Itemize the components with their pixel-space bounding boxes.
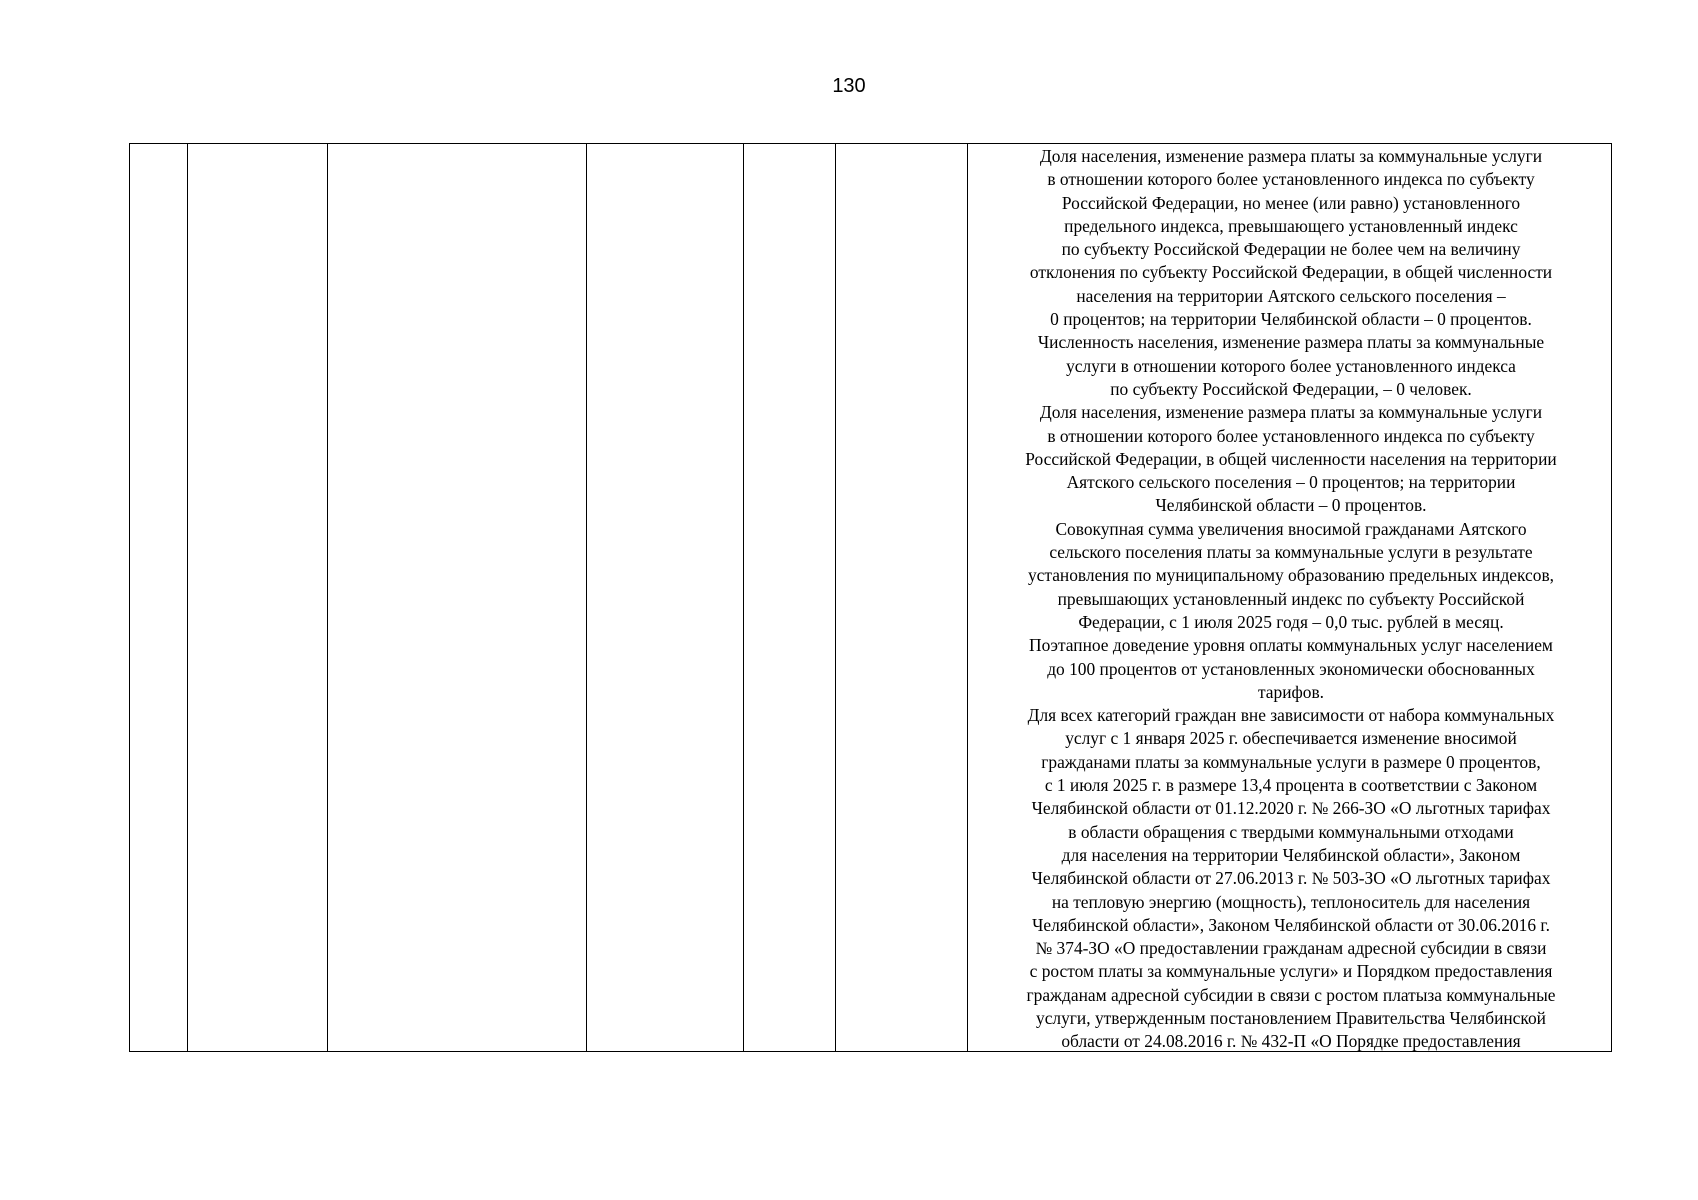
description-line: с 1 июля 2025 г. в размере 13,4 процента в соответствии с Законом bbox=[1044, 775, 1538, 796]
column-divider-1 bbox=[187, 144, 188, 1051]
description-line: Федерации, с 1 июля 2025 годя – 0,0 тыс. рублей в месяц. bbox=[1078, 611, 1504, 632]
description-line: Аятского сельского поселения – 0 процентов; на территории bbox=[1066, 472, 1516, 493]
description-line: на тепловую энергию (мощность), теплоноситель для населения bbox=[1051, 891, 1531, 912]
description-line: предельного индекса, превышающего установленный индекс bbox=[1064, 215, 1518, 236]
column-divider-3 bbox=[586, 144, 587, 1051]
description-line: гражданами платы за коммунальные услуги в размере 0 процентов, bbox=[1041, 751, 1541, 772]
description-line: гражданам адресной субсидии в связи с ростом платыза коммунальные bbox=[1026, 984, 1556, 1005]
description-line: Российской Федерации, в общей численности населения на территории bbox=[1025, 448, 1557, 469]
description-line: отклонения по субъекту Российской Федерации, в общей численности bbox=[1029, 262, 1553, 283]
description-line: установления по муниципальному образованию предельных индексов, bbox=[1027, 565, 1554, 586]
description-line: Поэтапное доведение уровня оплаты коммунальных услуг населением bbox=[1029, 635, 1553, 656]
column-divider-4 bbox=[743, 144, 744, 1051]
document-table bbox=[129, 143, 1612, 1052]
description-line: по субъекту Российской Федерации, – 0 человек. bbox=[1110, 378, 1472, 399]
description-line: Для всех категорий граждан вне зависимости от набора коммунальных bbox=[1027, 705, 1555, 726]
description-line: населения на территории Аятского сельского поселения – bbox=[1076, 285, 1506, 306]
description-line: Доля населения, изменение размера платы за коммунальные услуги bbox=[1039, 146, 1543, 166]
description-line: области от 24.08.2016 г. № 432-П «О Порядке предоставления bbox=[1061, 1031, 1521, 1051]
description-line: Челябинской области от 27.06.2013 г. № 503-ЗО «О льготных тарифах bbox=[1031, 868, 1551, 889]
description-line: тарифов. bbox=[1257, 681, 1325, 702]
description-line: 0 процентов; на территории Челябинской области – 0 процентов. bbox=[1050, 309, 1532, 330]
description-line: № 374-ЗО «О предоставлении гражданам адресной субсидии в связи bbox=[1035, 938, 1547, 959]
description-line: для населения на территории Челябинской области», Законом bbox=[1061, 844, 1521, 865]
column-divider-6 bbox=[967, 144, 968, 1051]
description-line: Челябинской области», Законом Челябинской области от 30.06.2016 г. bbox=[1032, 914, 1550, 935]
column-divider-2 bbox=[327, 144, 328, 1051]
description-line: до 100 процентов от установленных экономически обоснованных bbox=[1047, 658, 1535, 679]
description-line: услуги в отношении которого более установленного индекса bbox=[1066, 355, 1516, 376]
column-divider-5 bbox=[835, 144, 836, 1051]
description-cell bbox=[971, 144, 1611, 1051]
description-line: Совокупная сумма увеличения вносимой гражданами Аятского bbox=[1055, 518, 1527, 539]
description-line: в отношении которого более установленного индекса по субъекту bbox=[1047, 425, 1535, 446]
description-line: Челябинской области от 01.12.2020 г. № 266-ЗО «О льготных тарифах bbox=[1031, 798, 1551, 819]
description-line: с ростом платы за коммунальные услуги» и Порядком предоставления bbox=[1029, 961, 1553, 982]
description-line: услуг с 1 января 2025 г. обеспечивается изменение вносимой bbox=[1065, 728, 1517, 749]
page-number: 130 bbox=[832, 75, 866, 97]
description-line: по субъекту Российской Федерации не более чем на величину bbox=[1061, 239, 1521, 260]
description-line: услуги, утвержденным постановлением Правительства Челябинской bbox=[1036, 1007, 1546, 1028]
description-line: Российской Федерации, но менее (или равно) установленного bbox=[1061, 192, 1521, 213]
description-line: Численность населения, изменение размера платы за коммунальные bbox=[1037, 332, 1545, 353]
description-line: сельского поселения платы за коммунальные услуги в результате bbox=[1049, 542, 1533, 563]
description-line: превышающих установленный индекс по субъекту Российской bbox=[1057, 588, 1525, 609]
description-text bbox=[971, 144, 1611, 1051]
description-line: в отношении которого более установленного индекса по субъекту bbox=[1047, 169, 1535, 190]
description-line: Доля населения, изменение размера платы за коммунальные услуги bbox=[1039, 402, 1543, 423]
description-line: в области обращения с твердыми коммунальными отходами bbox=[1068, 821, 1514, 842]
description-line: Челябинской области – 0 процентов. bbox=[1155, 495, 1427, 516]
